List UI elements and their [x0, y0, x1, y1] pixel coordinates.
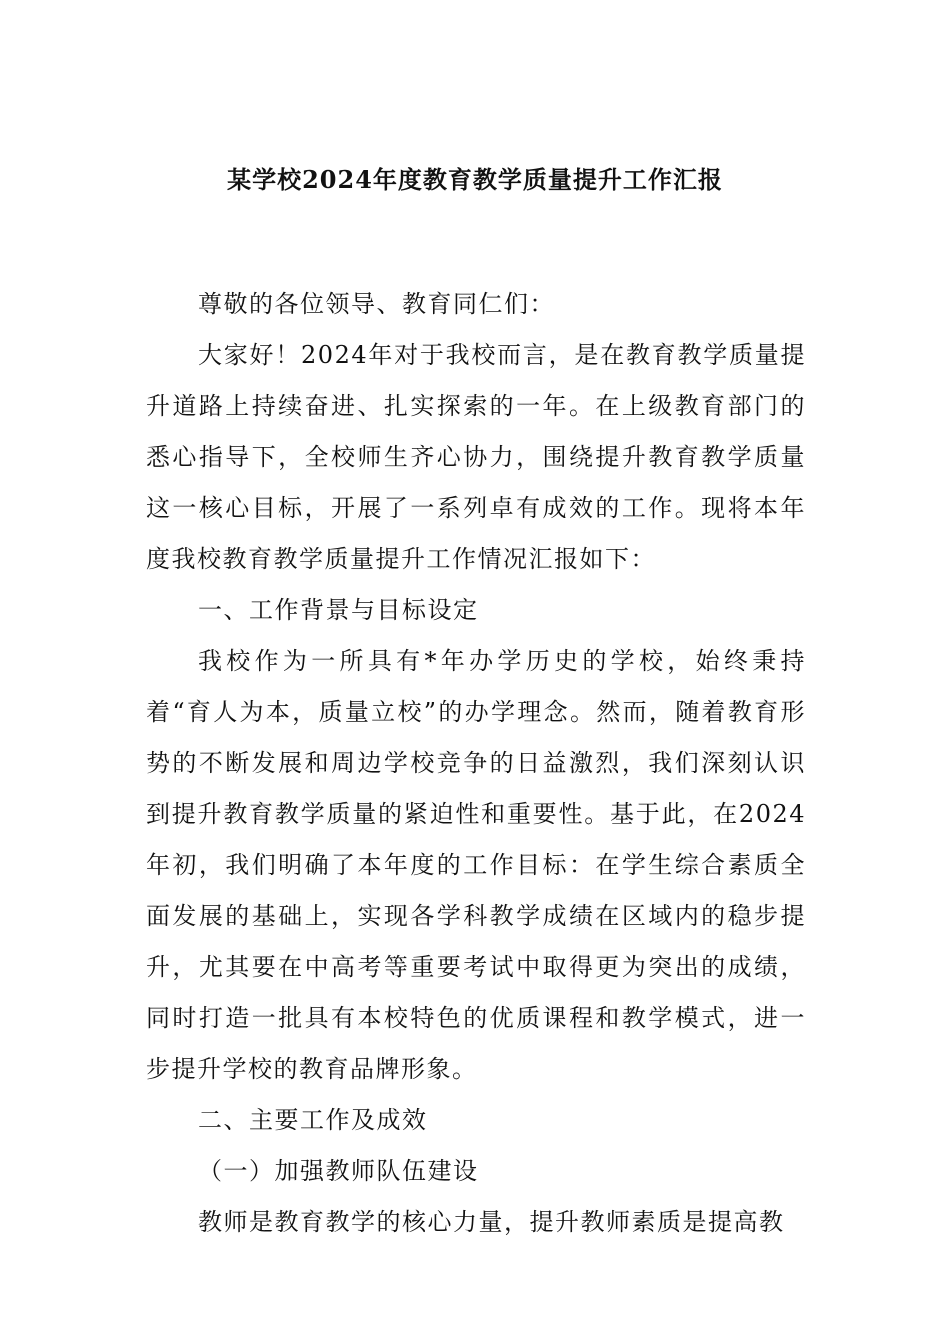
- section-1-paragraph: 我校作为一所具有*年办学历史的学校，始终秉持着“育人为本，质量立校”的办学理念。然而，随着教育形势的不断发展和周边学校竞争的日益激烈，我们深刻认识到提升教育教学质量的紧迫性和重要性。基于此，在2024年初，我们明确了本年度的工作目标：在学生综合素质全面发展的基础上，实现各学科教学成绩在区域内的稳步提升，尤其要在中高考等重要考试中取得更为突出的成绩，同时打造一批具有本校特色的优质课程和教学模式，进一步提升学校的教育品牌形象。: [146, 647, 806, 1083]
- subsection-1-paragraph: 教师是教育教学的核心力量，提升教师素质是提高教: [198, 1208, 785, 1236]
- document-title: 某学校2024年度教育教学质量提升工作汇报: [227, 165, 723, 194]
- section-2-heading: 二、主要工作及成效: [198, 1106, 428, 1134]
- intro-paragraph: 大家好！2024年对于我校而言，是在教育教学质量提升道路上持续奋进、扎实探索的一年。在上级教育部门的悉心指导下，全校师生齐心协力，围绕提升教育教学质量这一核心目标，开展了一系列卓有成效的工作。现将本年度我校教育教学质量提升工作情况汇报如下：: [146, 341, 806, 573]
- section-1-heading: 一、工作背景与目标设定: [198, 596, 479, 624]
- salutation: 尊敬的各位领导、教育同仁们：: [198, 290, 555, 318]
- document-body: [146, 279, 806, 1248]
- subsection-1-heading: （一）加强教师队伍建设: [198, 1157, 479, 1185]
